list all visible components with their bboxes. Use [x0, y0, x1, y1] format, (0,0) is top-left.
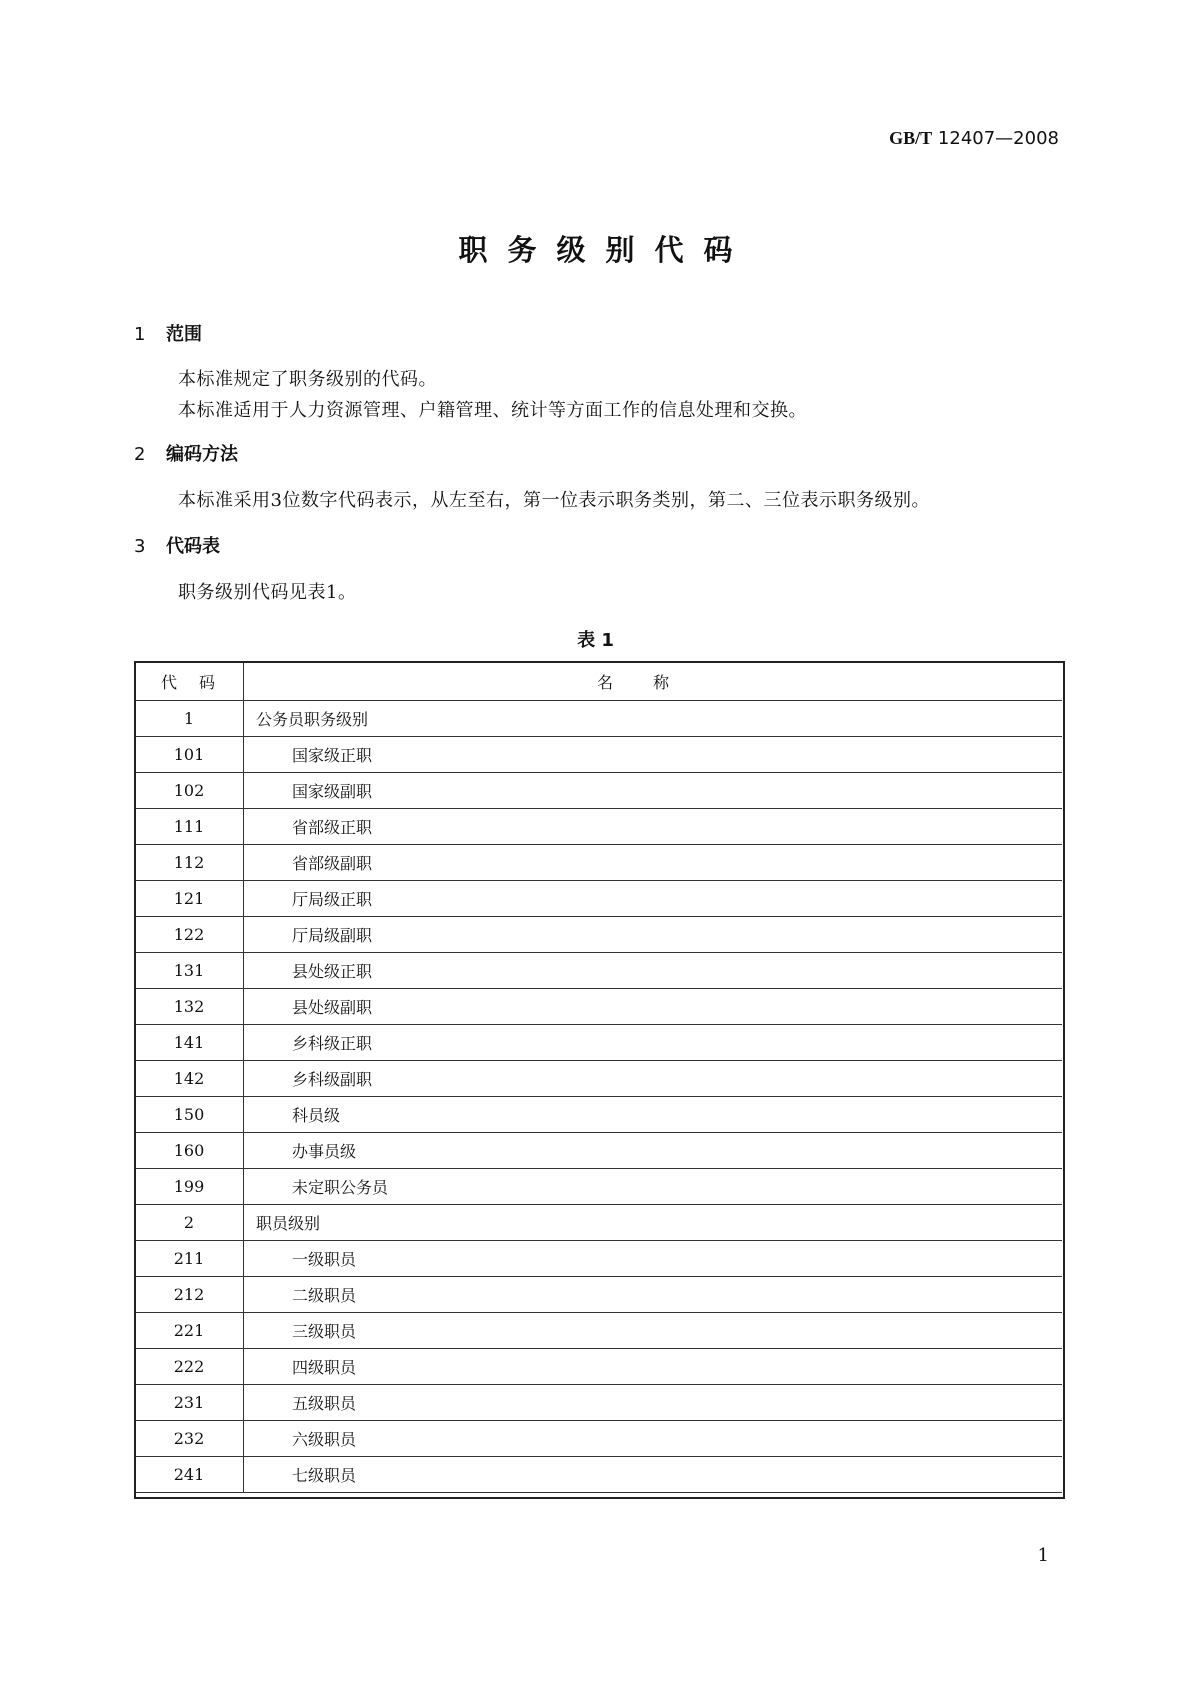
code-cell: 232 — [135, 1421, 244, 1457]
name-cell: 办事员级 — [244, 1133, 1063, 1169]
code-cell: 241 — [135, 1457, 244, 1493]
header-name: 名称 — [244, 663, 1063, 701]
section-title: 范围 — [166, 324, 202, 345]
table-caption: 表 1 — [577, 630, 614, 651]
table-row — [135, 1313, 1062, 1349]
name-cell: 省部级副职 — [244, 845, 1063, 881]
paragraph: 本标准采用3位数字代码表示，从左至右，第一位表示职务类别，第二、三位表示职务级别。 — [178, 490, 930, 511]
code-cell: 141 — [135, 1025, 244, 1061]
code-cell: 212 — [135, 1277, 244, 1313]
code-cell: 150 — [135, 1097, 244, 1133]
page-number: 1 — [1037, 1545, 1049, 1566]
standard-number: 12407—2008 — [937, 128, 1059, 149]
code-cell: 112 — [135, 845, 244, 881]
code-cell: 221 — [135, 1313, 244, 1349]
name-cell: 县处级正职 — [244, 953, 1063, 989]
code-cell: 121 — [135, 881, 244, 917]
table-row — [135, 1025, 1062, 1061]
section-number: 1 — [134, 324, 146, 345]
paragraph: 本标准适用于人力资源管理、户籍管理、统计等方面工作的信息处理和交换。 — [178, 400, 807, 421]
section-title: 编码方法 — [166, 444, 238, 465]
code-cell: 2 — [135, 1205, 244, 1241]
section-number: 3 — [134, 536, 146, 557]
table-row — [135, 773, 1062, 809]
code-cell: 102 — [135, 773, 244, 809]
paragraph: 职务级别代码见表1。 — [178, 582, 357, 603]
name-cell: 科员级 — [244, 1097, 1063, 1133]
table-row — [135, 1349, 1062, 1385]
table-row — [135, 1169, 1062, 1205]
name-cell: 县处级副职 — [244, 989, 1063, 1025]
name-cell: 公务员职务级别 — [244, 701, 1063, 737]
name-cell: 省部级正职 — [244, 809, 1063, 845]
code-cell: 211 — [135, 1241, 244, 1277]
code-cell: 160 — [135, 1133, 244, 1169]
table-row — [135, 809, 1062, 845]
paragraph: 本标准规定了职务级别的代码。 — [178, 369, 437, 390]
code-cell: 1 — [135, 701, 244, 737]
section-3-heading — [134, 532, 220, 558]
table-row — [135, 1097, 1062, 1133]
table-row — [135, 953, 1062, 989]
section-1-heading — [134, 320, 202, 346]
table-body — [135, 701, 1062, 1493]
table-row — [135, 1205, 1062, 1241]
name-cell: 五级职员 — [244, 1385, 1063, 1421]
name-cell: 六级职员 — [244, 1421, 1063, 1457]
name-cell: 未定职公务员 — [244, 1169, 1063, 1205]
name-cell: 二级职员 — [244, 1277, 1063, 1313]
name-cell: 四级职员 — [244, 1349, 1063, 1385]
code-cell: 111 — [135, 809, 244, 845]
table-row — [135, 701, 1062, 737]
code-cell: 132 — [135, 989, 244, 1025]
section-number: 2 — [134, 444, 146, 465]
code-cell: 101 — [135, 737, 244, 773]
name-cell: 国家级副职 — [244, 773, 1063, 809]
table-row — [135, 1421, 1062, 1457]
table-row — [135, 989, 1062, 1025]
table-row — [135, 917, 1062, 953]
code-cell: 131 — [135, 953, 244, 989]
standard-code — [889, 128, 1059, 149]
section-title: 代码表 — [166, 536, 220, 557]
table-row — [135, 1277, 1062, 1313]
table-row — [135, 1385, 1062, 1421]
code-table — [135, 662, 1062, 1493]
name-cell: 一级职员 — [244, 1241, 1063, 1277]
name-cell: 乡科级副职 — [244, 1061, 1063, 1097]
name-cell: 国家级正职 — [244, 737, 1063, 773]
name-cell: 乡科级正职 — [244, 1025, 1063, 1061]
code-cell: 122 — [135, 917, 244, 953]
name-cell: 职员级别 — [244, 1205, 1063, 1241]
code-cell: 199 — [135, 1169, 244, 1205]
table-row — [135, 881, 1062, 917]
table-row — [135, 1457, 1062, 1493]
table-row — [135, 1241, 1062, 1277]
code-cell: 231 — [135, 1385, 244, 1421]
name-cell: 厅局级正职 — [244, 881, 1063, 917]
table-row — [135, 1133, 1062, 1169]
name-cell: 三级职员 — [244, 1313, 1063, 1349]
table-row — [135, 845, 1062, 881]
header-code: 代码 — [135, 663, 244, 701]
table-header-row — [135, 663, 1062, 701]
document-title: 职务级别代码 — [458, 233, 753, 267]
standard-prefix: GB/T — [889, 128, 933, 148]
table-row — [135, 737, 1062, 773]
code-cell: 142 — [135, 1061, 244, 1097]
name-cell: 七级职员 — [244, 1457, 1063, 1493]
table-row — [135, 1061, 1062, 1097]
name-cell: 厅局级副职 — [244, 917, 1063, 953]
code-cell: 222 — [135, 1349, 244, 1385]
section-2-heading — [134, 440, 238, 466]
